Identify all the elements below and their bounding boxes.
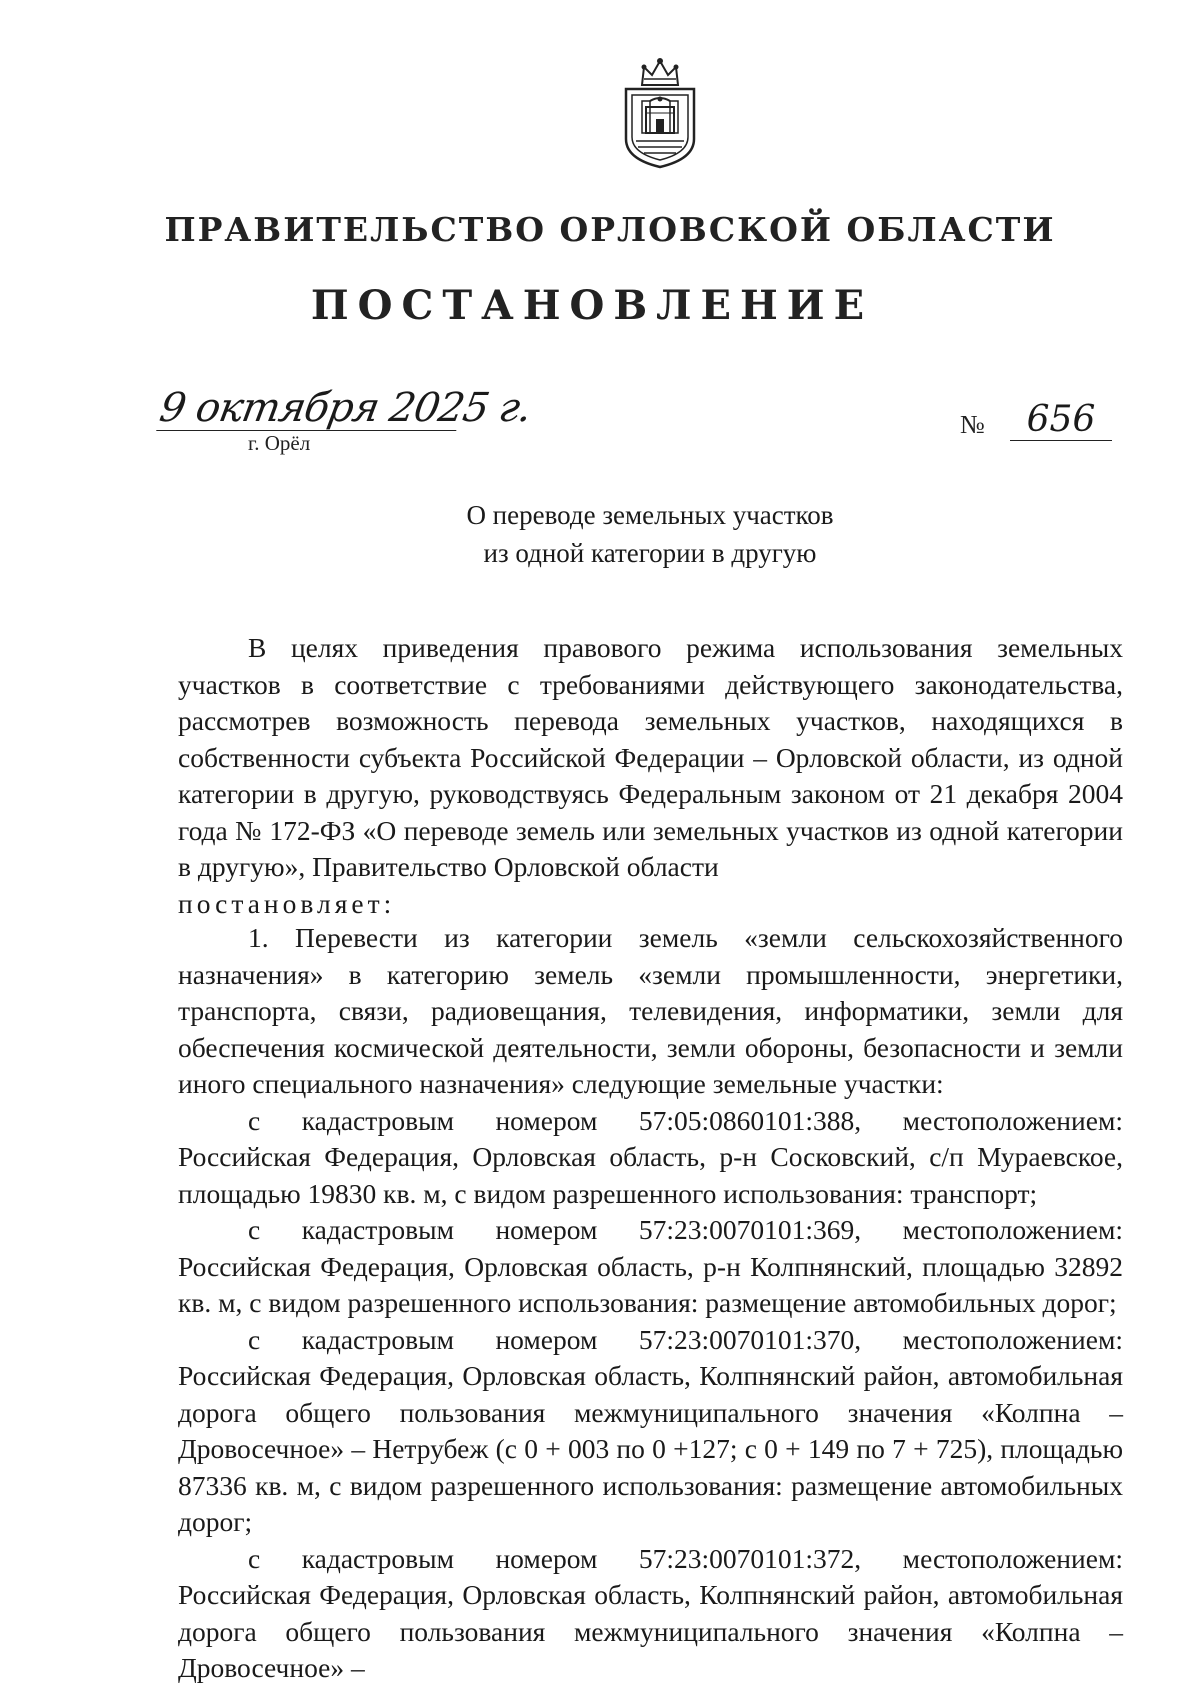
subject-line-2: из одной категории в другую bbox=[483, 538, 817, 568]
document-type-heading: ПОСТАНОВЛЕНИЕ bbox=[310, 282, 874, 329]
coat-of-arms-icon bbox=[620, 55, 700, 170]
number-label: № bbox=[960, 410, 985, 439]
parcel-item: с кадастровым номером 57:23:0070101:372, местоположением: Российская Федерация, Орловская область, Колпнянский район, автомобильная дорога общего пользования межмуниципального значения «Колпна – Дровосечное» – bbox=[178, 1542, 1123, 1683]
parcel-item: с кадастровым номером 57:05:0860101:388, местоположением: Российская Федерация, Орловская область, р-н Сосковский, с/п Мураевское, площадью 19830 кв. м, с видом разрешенного использования: транспорт; bbox=[178, 1104, 1123, 1209]
parcel-item: с кадастровым номером 57:23:0070101:369, местоположением: Российская Федерация, Орловская область, р-н Колпнянский, площадью 32892 кв. м, с видом разрешенного использования: размещение автомобильных дорог; bbox=[178, 1214, 1123, 1318]
document-subject bbox=[50, 496, 1200, 572]
handwritten-date: 9 октября 2025 г. bbox=[156, 385, 535, 431]
preamble bbox=[178, 630, 1123, 922]
resolve-word: постановляет: bbox=[178, 887, 396, 919]
parcel-item: с кадастровым номером 57:23:0070101:370, местоположением: Российская Федерация, Орловская область, Колпнянский район, автомобильная дорога общего пользования межмуниципального значения «Колпна – Дровосечное» – Нетрубеж (с 0 + 003 по 0 +127; с 0 + 149 по 7 + 725), площадью 87336 кв. м, с видом разрешенного использования: размещение автомобильных дорог; bbox=[178, 1323, 1123, 1537]
subject-line-1: О переводе земельных участков bbox=[466, 500, 834, 530]
city-label: г. Орёл bbox=[248, 431, 311, 455]
decision-section bbox=[178, 920, 1123, 1687]
handwritten-number: 656 bbox=[1010, 402, 1112, 441]
decision-item-1: 1. Перевести из категории земель «земли сельскохозяйственного назначения» в категорию земель «земли промышленности, энергетики, транспорта, связи, радиовещания, телевидения, информатики, земли для обеспечения космической деятельности, земли обороны, безопасности и земли иного специального назначения» следующие земельные участки: bbox=[178, 922, 1123, 1099]
preamble-text: В целях приведения правового режима использования земельных участков в соответствие с требованиями действующего законодательства, рассмотрев возможность перевода земельных участков, находящихся в собственности субъекта Российской Федерации – Орловской области, из одной категории в другую, руководствуясь Федеральным законом от 21 декабря 2004 года № 172-ФЗ «О переводе земель или земельных участков из одной категории в другую», Правительство Орловской области bbox=[178, 632, 1123, 882]
government-title: ПРАВИТЕЛЬСТВО ОРЛОВСКОЙ ОБЛАСТИ bbox=[164, 210, 1056, 249]
